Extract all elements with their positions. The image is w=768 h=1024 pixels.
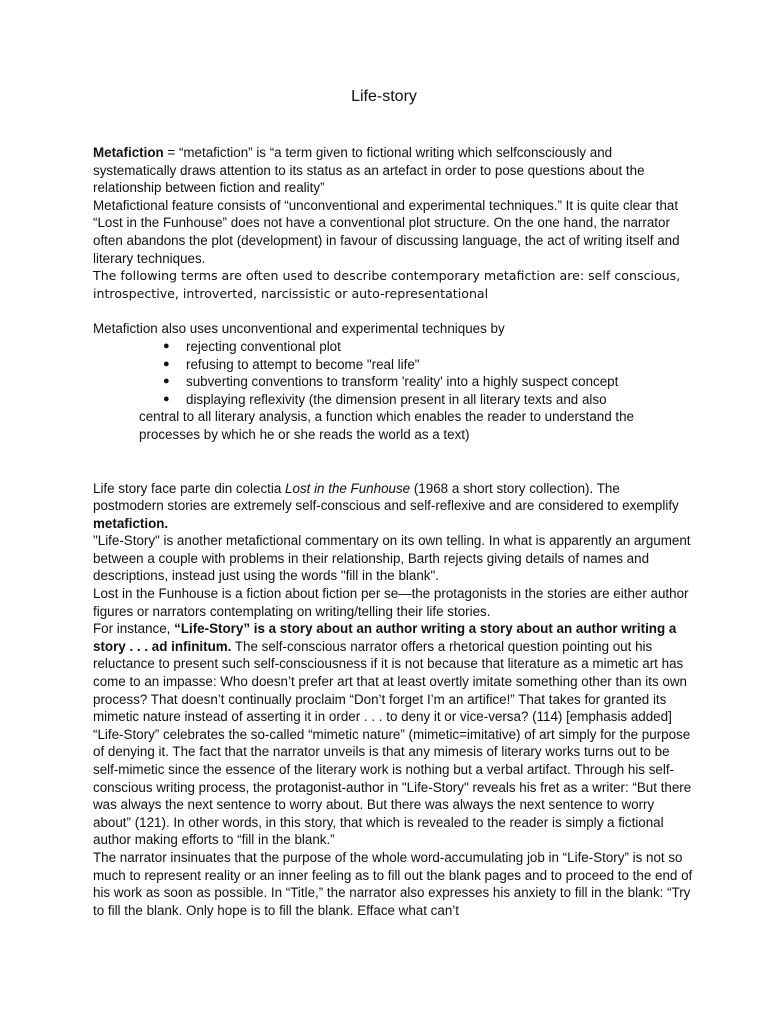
life-story-commentary: "Life-Story" is another metafictional commentary on its own telling. In what is apparently an argument between a couple with problems in their relationship, Barth rejects giving details of names and descriptions, instead just using the words "fill in the blank". bbox=[93, 533, 691, 584]
page-title: Life-story bbox=[351, 88, 417, 105]
list-item-text: subverting conventions to transform 'reality' into a highly suspect concept bbox=[186, 374, 619, 390]
bullet-icon: ● bbox=[163, 339, 170, 352]
for-instance-paragraph bbox=[93, 620, 693, 726]
rhetorical-question-text: The self-conscious narrator offers a rhetorical question pointing out his reluctance to present such self-consciousness if it is not because that literature as a mimetic art has come to an impasse: Who doesn’t prefer art that at least overtly imitate something other than its own process? That doesn’t continually proclaim “Don’t forget I’m an artifice!” That takes for granted its mimetic nature instead of asserting it in order . . . to deny it or vice-versa? (114) [emphasis added] bbox=[93, 638, 687, 725]
list-item bbox=[93, 391, 693, 444]
bullet-icon: ● bbox=[163, 392, 170, 405]
list-item bbox=[93, 356, 693, 374]
book-title: Lost in the Funhouse bbox=[285, 480, 411, 496]
bullet-icon: ● bbox=[163, 357, 170, 370]
collection-text: Life story face parte din colectia bbox=[93, 480, 286, 496]
metafiction-emphasis: metafiction. bbox=[93, 515, 169, 531]
metafiction-definition bbox=[93, 144, 693, 197]
funhouse-fiction-paragraph: Lost in the Funhouse is a fiction about fiction per se—the protagonists in the stories are either author figures or narrators contemplating on writing/telling their life stories. bbox=[93, 586, 689, 619]
metafictional-feature-paragraph bbox=[93, 197, 693, 267]
funhouse-plot-text: It is quite clear that “Lost in the Funhouse” does not have a conventional plot structure. On the one hand, the narrator often abandons the plot (development) in favour of discussing language, the act of writing itself and literary techniques. bbox=[93, 197, 680, 266]
list-item-text: displaying reflexivity (the dimension present in all literary texts and also bbox=[186, 391, 607, 407]
list-item-continuation: central to all literary analysis, a function which enables the reader to understand the processes by which he or she reads the world as a text) bbox=[139, 409, 634, 442]
mimetic-nature-paragraph: “Life-Story” celebrates the so-called “mimetic nature” (mimetic=imitative) of art simply for the purpose of denying it. The fact that the narrator unveils is that any mimesis of literary works turns out to be self-mimetic since the essence of the literary work is nothing but a verbal artifact. Through his self-conscious writing process, the protagonist-author in "Life-Story" reveals his fret as a writer: “But there was always the next sentence to worry about. But there was always the next sentence to worry about” (121). In other words, in this story, that which is revealed to the reader is simply a fictional author making efforts to “fill in the blank.” bbox=[93, 726, 692, 848]
metafiction-definition-text: = “metafiction” is “a term given to fictional writing which selfconsciously and systematically draws attention to its status as an artefact in order to pose questions about the relationship between fiction and reality” bbox=[93, 145, 645, 196]
list-item-text: refusing to attempt to become "real life" bbox=[186, 356, 420, 372]
for-instance-text: For instance, bbox=[93, 621, 175, 637]
techniques-list bbox=[93, 338, 693, 444]
spacer bbox=[93, 444, 693, 480]
list-item bbox=[93, 373, 693, 391]
terms-paragraph: The following terms are often used to describe contemporary metafiction are: self conscious, introspective, introverted, narcissistic or auto-representational bbox=[93, 268, 681, 301]
ad-infinitum-emphasis: “Life-Story” is a story about an author writing a story about an author writing a story . . . ad infinitum. bbox=[93, 621, 677, 654]
narrator-insinuates-paragraph: The narrator insinuates that the purpose of the whole word-accumulating job in “Life-Story” is not so much to represent reality or an inner feeling as to fill out the blank pages and to proceed to the end of his work as soon as possible. In “Title,” the narrator also expresses his anxiety to fill in the blank: “Try to fill the blank. Only hope is to fill the blank. Efface what can’t bbox=[93, 849, 693, 918]
collection-paragraph bbox=[93, 480, 693, 533]
list-item bbox=[93, 338, 693, 356]
document-body bbox=[93, 144, 693, 919]
list-item-text: rejecting conventional plot bbox=[186, 338, 341, 354]
collection-text-cont: (1968 a short story collection). The postmodern stories are extremely self-conscious and self-reflexive and are considered to exemplify bbox=[93, 480, 679, 514]
list-intro: Metafiction also uses unconventional and experimental techniques by bbox=[93, 321, 505, 337]
metafiction-term: Metafiction bbox=[93, 145, 164, 160]
bullet-icon: ● bbox=[163, 375, 170, 388]
metafictional-feature-text: Metafictional feature consists of “unconventional and experimental techniques.” bbox=[93, 197, 566, 213]
spacer bbox=[93, 302, 693, 320]
